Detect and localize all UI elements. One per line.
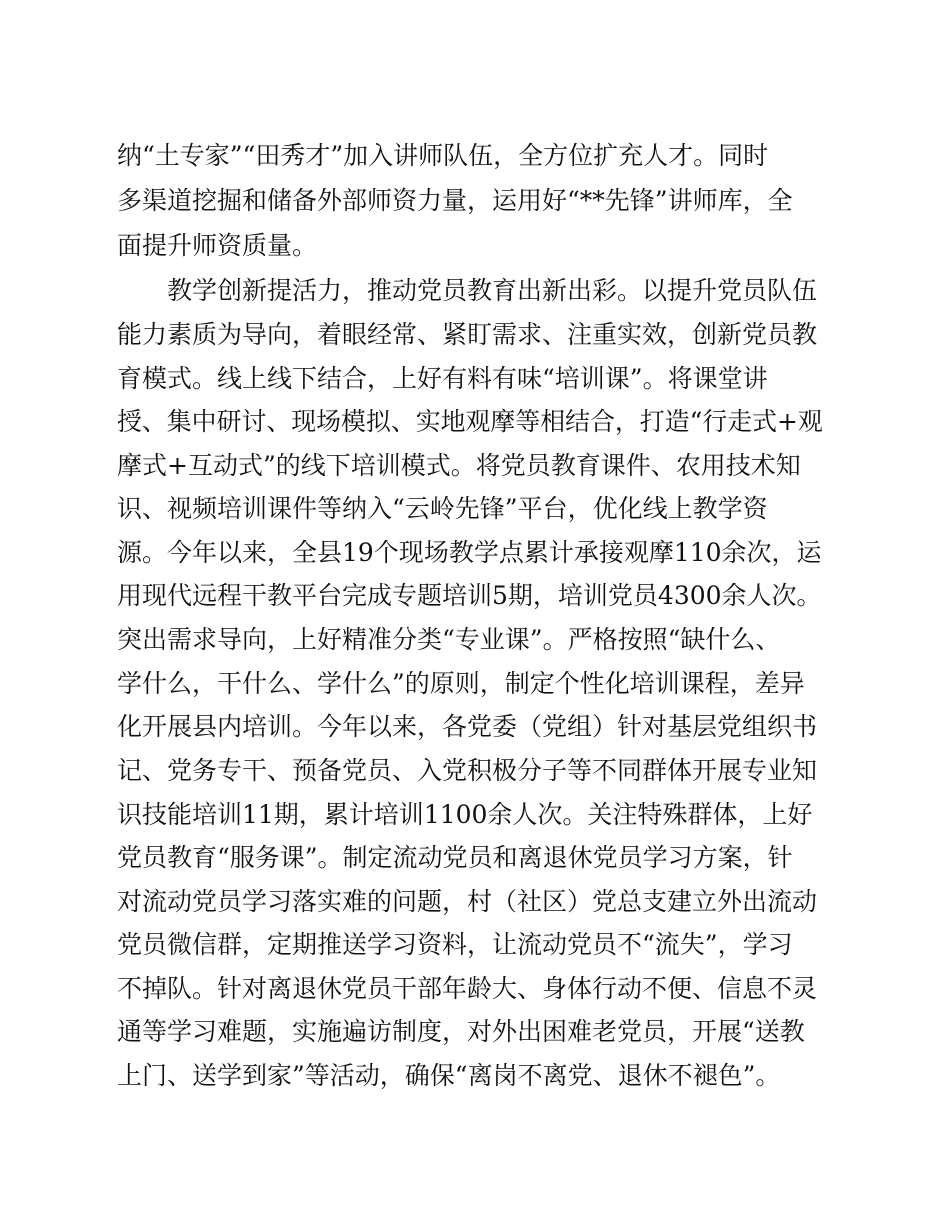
text-line: 学什么，干什么、学什么”的原则，制定个性化培训课程，差异 <box>117 669 805 698</box>
text-line: 识技能培训11期，累计培训1100余人次。关注特殊群体，上好 <box>117 800 813 829</box>
text-line: 源。今年以来，全县19个现场教学点累计承接观摩110余次，运 <box>117 538 822 567</box>
text-line: 多渠道挖掘和储备外部师资力量，运用好“**先锋”讲师库，全 <box>117 186 793 215</box>
text-line: 党员教育“服务课”。制定流动党员和离退休党员学习方案，针 <box>117 843 793 872</box>
text-line: 记、党务专干、预备党员、入党积极分子等不同群体开展专业知 <box>117 756 818 785</box>
text-line: 摩式+互动式”的线下培训模式。将党员教育课件、农用技术知 <box>117 451 801 480</box>
text-line: 纳“土专家”“田秀才”加入讲师队伍，全方位扩充人才。同时 <box>117 141 769 170</box>
text-line: 对流动党员学习落实难的问题，村（社区）党总支建立外出流动 <box>117 887 818 916</box>
text-line: 面提升师资质量。 <box>117 231 318 260</box>
text-line: 党员微信群，定期推送学习资料，让流动党员不“流失”，学习 <box>117 930 793 959</box>
text-line: 育模式。线上线下结合，上好有料有味“培训课”。将课堂讲 <box>117 364 768 393</box>
text-line: 化开展县内培训。今年以来，各党委（党组）针对基层党组织书 <box>117 712 818 741</box>
text-line: 授、集中研讨、现场模拟、实地观摩等相结合，打造“行走式+观 <box>117 407 823 436</box>
text-line: 识、视频培训课件等纳入“云岭先锋”平台，优化线上教学资 <box>117 494 768 523</box>
text-line: 能力素质为导向，着眼经常、紧盯需求、注重实效，创新党员教 <box>117 320 818 349</box>
text-line: 不掉队。针对离退休党员干部年龄大、身体行动不便、信息不灵 <box>117 974 818 1003</box>
text-line: 用现代远程干教平台完成专题培训5期，培训党员4300余人次。 <box>117 581 822 610</box>
text-line: 教学创新提活力，推动党员教育出新出彩。以提升党员队伍 <box>117 276 818 305</box>
text-line: 通等学习难题，实施遍访制度，对外出困难老党员，开展“送教 <box>117 1017 805 1046</box>
text-line: 突出需求导向，上好精准分类“专业课”。严格按照“缺什么、 <box>117 625 781 654</box>
text-line: 上门、送学到家”等活动，确保“离岗不离党、退休不褪色”。 <box>117 1061 781 1090</box>
